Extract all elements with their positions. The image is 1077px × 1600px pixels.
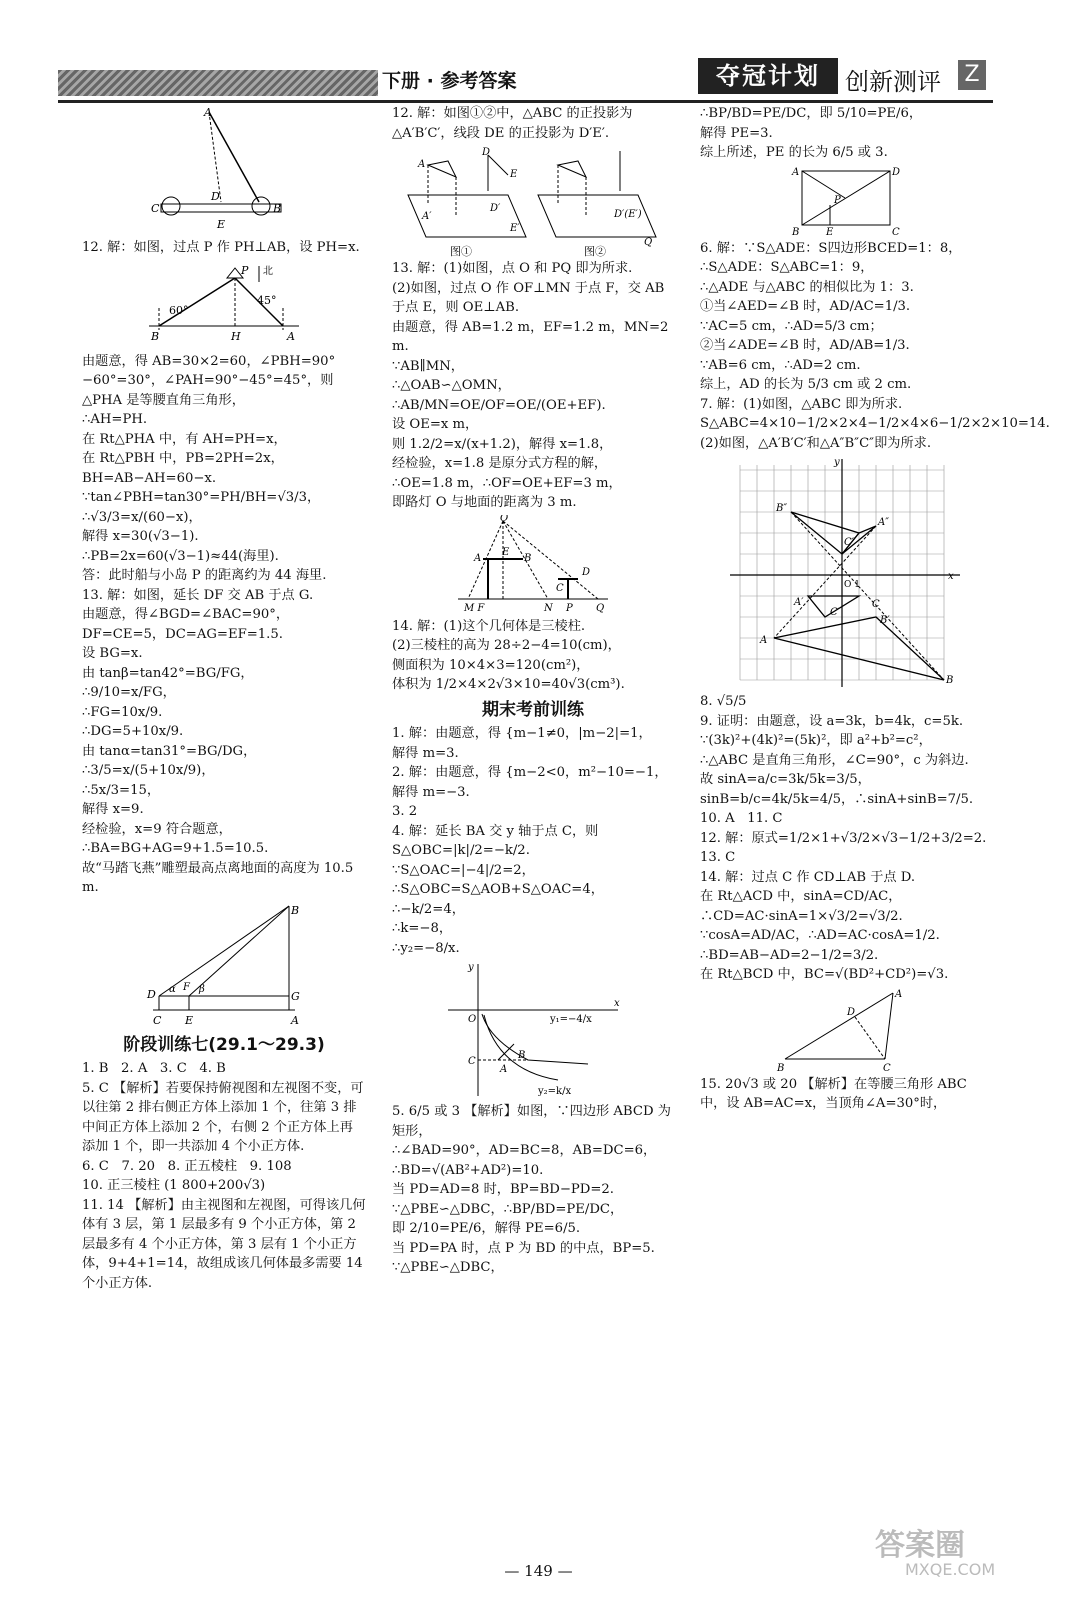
svg-text:B: B bbox=[524, 552, 532, 564]
svg-text:E: E bbox=[826, 226, 834, 237]
svg-text:D′: D′ bbox=[490, 203, 501, 214]
page-header bbox=[0, 0, 1077, 110]
text-line: 经检验，x=9 符合题意， bbox=[82, 821, 232, 837]
text-line: 7. 解：(1)如图，△ABC 即为所求. bbox=[700, 396, 903, 412]
svg-text:A: A bbox=[287, 329, 295, 343]
text-line: 12. 解：如图，过点 P 作 PH⊥AB，设 PH=x. bbox=[82, 240, 360, 255]
section-title: 阶段训练七(29.1～29.3) bbox=[123, 1034, 325, 1055]
svg-text:E′: E′ bbox=[510, 223, 520, 234]
text-line: 12. 解：如图①②中，△ABC 的正投影为△A′B′C′，线段 DE 的正投影为 D′E′. bbox=[392, 106, 633, 141]
svg-text:A: A bbox=[418, 159, 426, 170]
svg-text:Q: Q bbox=[644, 237, 653, 248]
text-line: ∴S△OBC=S△AOB+S△OAC=4， bbox=[392, 882, 604, 897]
figure-pendulum bbox=[149, 106, 299, 236]
text-line: 6. 解：∵S△ADE：S四边形BCED=1：8， bbox=[700, 240, 962, 256]
svg-text:D: D bbox=[847, 1006, 856, 1018]
text-line: ∵AB∥MN， bbox=[392, 358, 464, 374]
svg-text:E: E bbox=[185, 1013, 194, 1027]
svg-text:A′: A′ bbox=[794, 597, 804, 608]
svg-text:B: B bbox=[792, 226, 800, 237]
text-line: ∴AB/MN=OE/OF=OE/(OE+EF). bbox=[392, 397, 606, 413]
text-line: (2)如图，过点 O 作 OF⊥MN 于点 F，交 AB 于点 E，则 OE⊥AB. bbox=[392, 280, 669, 315]
text-line: 经检验，x=1.8 是原分式方程的解， bbox=[392, 456, 608, 471]
svg-text:C: C bbox=[883, 1062, 891, 1073]
svg-text:O 1: O 1 bbox=[844, 580, 860, 590]
figure-sculpture bbox=[139, 900, 309, 1030]
text-line: 设 OE=x m， bbox=[392, 417, 479, 432]
text-line: 解得 x=9. bbox=[82, 802, 144, 817]
text-line: 解得 m=−3. bbox=[392, 784, 470, 800]
text-line: 当 PD=PA 时，点 P 为 BD 的中点，BP=5. bbox=[392, 1240, 655, 1256]
curve-label: y₁=−4/x bbox=[550, 1014, 592, 1025]
svg-text:N: N bbox=[544, 602, 553, 614]
watermark-logo: 答案圈 bbox=[875, 1528, 965, 1563]
text-line: 侧面积为 10×4×3=120(cm²)， bbox=[392, 657, 590, 673]
page-number: — 149 — bbox=[504, 1562, 573, 1580]
text-line: ∵tan∠PBH=tan30°=PH/BH=√3/3， bbox=[82, 490, 321, 505]
svg-text:M F: M F bbox=[464, 602, 485, 614]
angle-label: 60° bbox=[169, 303, 189, 317]
grade-badge: Z bbox=[958, 60, 986, 90]
text-line: 13. 解：(1)如图，点 O 和 PQ 即为所求. bbox=[392, 261, 633, 276]
svg-text:A″: A″ bbox=[878, 517, 889, 528]
figure-projection bbox=[398, 145, 668, 257]
figure-ship-island bbox=[139, 260, 309, 350]
text-line: ∴△ADE 与△ABC 的相似比为 1：3. bbox=[700, 279, 914, 295]
text-line: ∵AC=5 cm，∴AD=5/3 cm； bbox=[700, 318, 883, 334]
svg-text:y: y bbox=[468, 962, 474, 973]
svg-text:B: B bbox=[151, 329, 160, 343]
text-line: ∵S△OAC=|−4|/2=2， bbox=[392, 862, 535, 878]
text-line: 1. B 2. A 3. C 4. B bbox=[82, 1061, 226, 1076]
svg-text:y: y bbox=[834, 457, 840, 468]
text-line: 在 Rt△PHA 中，有 AH=PH=x， bbox=[82, 431, 287, 447]
svg-text:A: A bbox=[474, 552, 482, 564]
text-line: ∴DG=5+10x/9. bbox=[82, 724, 184, 739]
svg-text:D: D bbox=[482, 147, 491, 158]
text-line: 10. 正三棱柱 (1 800+200√3) bbox=[82, 1178, 266, 1193]
svg-text:C: C bbox=[151, 202, 160, 215]
text-line: 6. C 7. 20 8. 正五棱柱 9. 108 bbox=[82, 1158, 292, 1174]
header-title: 下册 · 参考答案 bbox=[382, 70, 517, 92]
svg-text:C: C bbox=[556, 582, 564, 594]
svg-text:P: P bbox=[241, 263, 249, 277]
svg-text:E: E bbox=[510, 169, 518, 180]
figure-rectangle bbox=[790, 165, 900, 237]
text-line: ∴△ABC 是直角三角形，∠C=90°，c 为斜边. bbox=[700, 752, 969, 768]
svg-text:B: B bbox=[777, 1062, 785, 1073]
text-line: 则 1.2/2=x/(x+1.2)，解得 x=1.8， bbox=[392, 436, 613, 452]
svg-text:B″: B″ bbox=[776, 503, 788, 514]
text-line: 解得 m=3. bbox=[392, 745, 459, 761]
section-title: 期末考前训练 bbox=[482, 699, 584, 720]
text-line: 3. 2 bbox=[392, 804, 418, 819]
svg-text:A: A bbox=[895, 988, 903, 1000]
text-line: 故 sinA=a/c=3k/5k=3/5，sinB=b/c=4k/5k=4/5，∴sinA+sinB=7/5. bbox=[700, 772, 974, 807]
svg-text:A: A bbox=[500, 1064, 508, 1075]
header-rule bbox=[58, 100, 993, 103]
svg-text:E: E bbox=[217, 218, 226, 231]
text-line: 9. 证明：由题意，设 a=3k，b=4k，c=5k. bbox=[700, 713, 964, 729]
text-line: ∴OE=1.8 m，∴OF=OE+EF=3 m， bbox=[392, 475, 622, 491]
text-line: (2)三棱柱的高为 28÷2−4=10(cm)， bbox=[392, 638, 621, 653]
svg-text:D′(E′): D′(E′) bbox=[614, 209, 642, 220]
text-line: ∴PB=2x=60(√3−1)≈44(海里). bbox=[82, 548, 279, 564]
figure-caption: 图② bbox=[584, 245, 606, 257]
svg-text:β: β bbox=[199, 983, 205, 995]
text-line: 当 PD=AD=8 时，BP=BD−PD=2. bbox=[392, 1182, 614, 1197]
angle-label: 45° bbox=[257, 293, 277, 307]
text-line: ∴FG=10x/9. bbox=[82, 704, 163, 720]
text-line: ∵(3k)²+(4k)²=(5k)²，即 a²+b²=c²， bbox=[700, 733, 932, 748]
svg-text:B: B bbox=[946, 675, 954, 686]
text-line: ∴∠BAD=90°，AD=BC=8，AB=DC=6，∴BD=√(AB²+AD²)=10. bbox=[392, 1143, 657, 1178]
text-line: 8. √5/5 bbox=[700, 694, 747, 709]
text-line: ②当∠ADE=∠B 时，AD/AB=1/3. bbox=[700, 338, 910, 353]
text-line: 由题意，得∠BGD=∠BAC=90°，DF=CE=5，DC=AG=EF=1.5. bbox=[82, 607, 290, 642]
text-line: 由题意，得 AB=30×2=60，∠PBH=90°−60°=30°，∠PAH=90°−45°=45°，则△PHA 是等腰直角三角形， bbox=[82, 353, 336, 408]
text-line: 体积为 1/2×4×2√3×10=40√3(cm³). bbox=[392, 677, 625, 692]
text-line: 故“马踏飞燕”雕塑最高点离地面的高度为 10.5 m. bbox=[82, 860, 358, 895]
text-line: ∵△PBE∽△DBC，∴BP/BD=PE/DC， bbox=[392, 1201, 624, 1217]
brand-logo: 夺冠计划 bbox=[698, 58, 838, 94]
svg-text:x: x bbox=[614, 998, 620, 1009]
text-line: 2. 解：由题意，得 {m−2<0，m²−10=−1， bbox=[392, 765, 668, 780]
svg-text:O: O bbox=[468, 1014, 477, 1025]
svg-text:B: B bbox=[291, 903, 300, 917]
text-line: ∴△OAB∽△OMN， bbox=[392, 378, 511, 393]
svg-text:D: D bbox=[147, 987, 156, 1001]
figure-streetlight bbox=[448, 515, 618, 615]
text-line: ∴k=−8， bbox=[392, 921, 453, 936]
north-label: 北 bbox=[263, 265, 273, 277]
svg-text:x: x bbox=[948, 571, 954, 582]
text-line: 14. 解：(1)这个几何体是三棱柱. bbox=[392, 618, 586, 634]
text-line: 答：此时船与小岛 P 的距离约为 44 海里. bbox=[82, 568, 327, 583]
text-line: 设 BG=x. bbox=[82, 646, 143, 661]
text-line: 1. 解：由题意，得 {m−1≠0，|m−2|=1， bbox=[392, 726, 652, 741]
svg-text:B′: B′ bbox=[880, 615, 890, 626]
text-line: (2)如图，△A′B′C′和△A″B″C″即为所求. bbox=[700, 435, 932, 451]
text-line: 解得 PE=3. bbox=[700, 125, 773, 141]
text-line: 10. A 11. C bbox=[700, 811, 783, 826]
svg-text:C: C bbox=[872, 599, 880, 610]
text-line: ∴9/10=x/FG， bbox=[82, 685, 176, 700]
svg-text:A: A bbox=[291, 1013, 299, 1027]
text-line: 综上所述，PE 的长为 6/5 或 3. bbox=[700, 145, 888, 160]
text-line: 15. 20√3 或 20 【解析】在等腰三角形 ABC 中，设 AB=AC=x，当顶角∠A=30°时， bbox=[700, 1076, 972, 1111]
header-stripe bbox=[58, 70, 378, 96]
svg-text:A′: A′ bbox=[422, 211, 432, 222]
text-line: ∴S△ADE：S△ABC=1：9， bbox=[700, 260, 874, 275]
svg-text:A: A bbox=[204, 106, 212, 119]
text-line: ∴BD=AB−AD=2−1/2=3/2. bbox=[700, 947, 879, 963]
text-line: ①当∠AED=∠B 时，AD/AC=1/3. bbox=[700, 299, 911, 314]
text-line: 由题意，得 AB=1.2 m，EF=1.2 m，MN=2 m. bbox=[392, 319, 673, 354]
text-line: ∴y₂=−8/x. bbox=[392, 940, 460, 956]
text-line: ∴−k/2=4， bbox=[392, 901, 465, 917]
text-line: ∵AB=6 cm，∴AD=2 cm. bbox=[700, 357, 861, 373]
svg-text:B: B bbox=[518, 1050, 526, 1061]
text-line: 14. 解：过点 C 作 CD⊥AB 于点 D. bbox=[700, 869, 916, 885]
text-line: 13. C bbox=[700, 850, 736, 865]
svg-text:B: B bbox=[273, 202, 282, 215]
figure-caption: 图① bbox=[450, 245, 472, 257]
svg-text:C′: C′ bbox=[830, 607, 840, 618]
curve-label: y₂=k/x bbox=[538, 1086, 572, 1097]
figure-hyperbola bbox=[438, 960, 628, 1100]
svg-text:E: E bbox=[502, 546, 510, 558]
text-line: S△ABC=4×10−1/2×2×4−1/2×4×6−1/2×2×10=14. bbox=[700, 416, 1050, 431]
text-line: 11. 14 【解析】由主视图和左视图，可得该几何体有 3 层，第 1 层最多有 9 个小正方体，第 2 层最多有 4 个小正方体，第 3 层有 1 个小正方体，9+4+1=14，故组成该几何体最多需要 14 个小正方体. bbox=[82, 1197, 367, 1291]
svg-text:A: A bbox=[760, 635, 768, 646]
svg-text:G: G bbox=[291, 989, 300, 1003]
svg-text:D: D bbox=[582, 566, 591, 578]
svg-text:A: A bbox=[792, 166, 800, 178]
text-line: ∴3/5=x/(5+10x/9)， bbox=[82, 763, 215, 778]
text-line: ∴BA=BG+AG=9+1.5=10.5. bbox=[82, 841, 269, 856]
text-line: ∴AH=PH. bbox=[82, 412, 148, 427]
text-line: 在 Rt△ACD 中，sinA=CD/AC，∴CD=AC·sinA=1×√3/2=√3/2. bbox=[700, 889, 903, 924]
svg-text:C″: C″ bbox=[844, 537, 856, 548]
text-line: 4. 解：延长 BA 交 y 轴于点 C，则 S△OBC=|k|/2=−k/2. bbox=[392, 823, 603, 858]
svg-text:α: α bbox=[169, 983, 176, 995]
brand-subtitle: 创新测评 bbox=[845, 68, 941, 96]
svg-text:H: H bbox=[231, 329, 241, 343]
text-line: 即路灯 O 与地面的距离为 3 m. bbox=[392, 495, 577, 510]
text-line: 由 tanβ=tan42°=BG/FG， bbox=[82, 665, 254, 681]
text-line: 综上，AD 的长为 5/3 cm 或 2 cm. bbox=[700, 377, 912, 392]
text-line: 12. 解：原式=1/2×1+√3/2×√3−1/2+3/2=2. bbox=[700, 830, 987, 846]
svg-text:D: D bbox=[211, 190, 220, 203]
text-line: 13. 解：如图，延长 DF 交 AB 于点 G. bbox=[82, 587, 314, 603]
svg-text:C: C bbox=[468, 1056, 476, 1067]
column-left bbox=[82, 104, 366, 1293]
svg-text:P: P bbox=[834, 194, 841, 206]
text-line: ∴5x/3=15， bbox=[82, 782, 161, 798]
column-middle bbox=[392, 104, 674, 1278]
svg-text:F: F bbox=[183, 981, 190, 993]
svg-text:Q: Q bbox=[596, 602, 605, 614]
svg-text:D: D bbox=[892, 166, 900, 178]
watermark-url: MXQE.COM bbox=[905, 1560, 996, 1579]
text-line: ∴√3/3=x/(60−x)， bbox=[82, 509, 202, 525]
text-line: 在 Rt△BCD 中，BC=√(BD²+CD²)=√3. bbox=[700, 967, 949, 982]
svg-text:C: C bbox=[892, 226, 900, 237]
text-line: ∵cosA=AD/AC，∴AD=AC·cosA=1/2. bbox=[700, 928, 940, 943]
figure-coordinate-grid bbox=[720, 455, 970, 690]
text-line: ∴BP/BD=PE/DC，即 5/10=PE/6， bbox=[700, 106, 923, 121]
text-line: 在 Rt△PBH 中，PB=2PH=2x，BH=AB−AH=60−x. bbox=[82, 451, 284, 486]
svg-text:C: C bbox=[153, 1013, 162, 1027]
text-line: 即 2/10=PE/6，解得 PE=6/5. bbox=[392, 1221, 581, 1236]
text-line: ∵△PBE∽△DBC， bbox=[392, 1260, 504, 1275]
text-line: 解得 x=30(√3−1). bbox=[82, 529, 199, 544]
column-right bbox=[700, 104, 1050, 1114]
text-line: 5. 6/5 或 3 【解析】如图，∵四边形 ABCD 为矩形， bbox=[392, 1104, 671, 1139]
text-line: 5. C 【解析】若要保持俯视图和左视图不变，可以往第 2 排右侧正方体上添加 1 个，往第 3 排中间正方体上添加 2 个，右侧 2 个正方体上再添加 1 个，即一共添加 4 个小正方体. bbox=[82, 1080, 364, 1154]
figure-right-triangle bbox=[775, 987, 915, 1073]
svg-text:P: P bbox=[566, 602, 573, 614]
text-line: 由 tanα=tan31°=BG/DG， bbox=[82, 743, 257, 759]
svg-text:O: O bbox=[500, 514, 509, 524]
